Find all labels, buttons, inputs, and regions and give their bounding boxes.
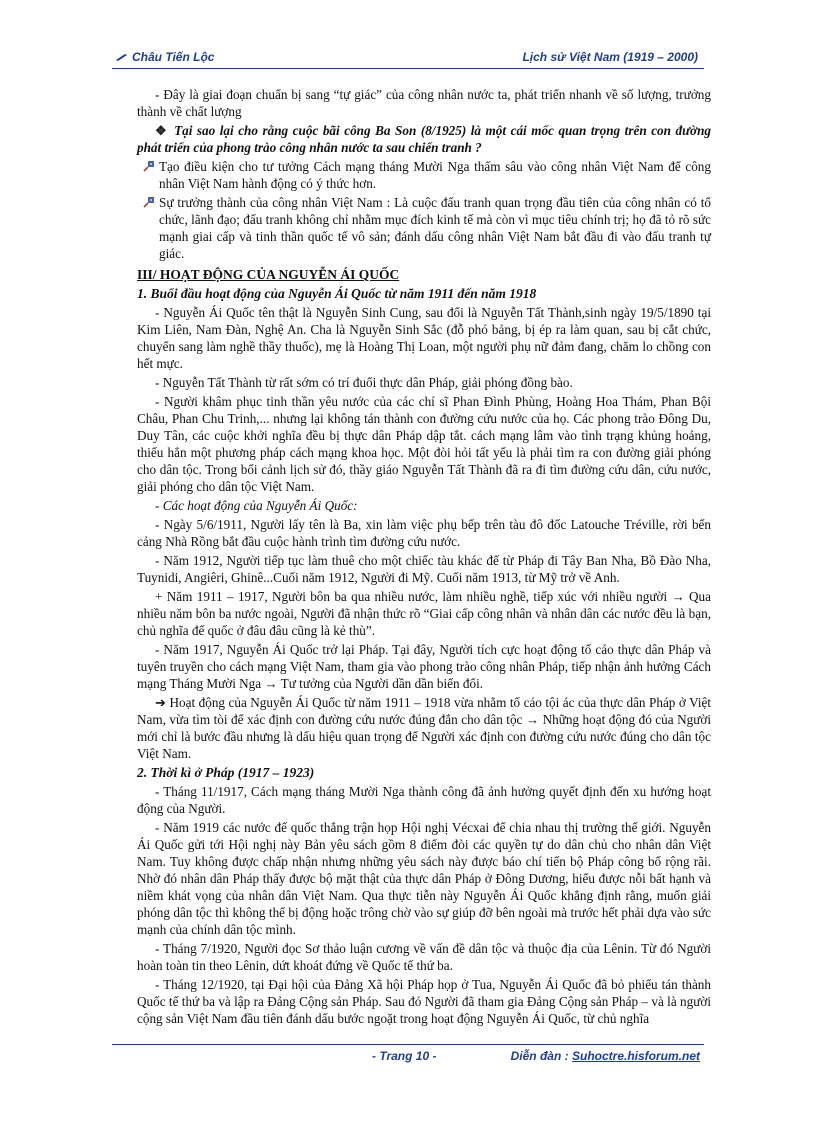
body-paragraph: - Năm 1919 các nước đế quốc thắng trận họp Hội nghị Vécxai để chia nhau thị trường thế giới. Nguyễn Ái Quốc gửi tới Hội nghị này Bản yêu sách gồm 8 điểm đòi các quyền tự do dân chủ cho nhân dân Việt Nam. Tuy không được chấp nhận nhưng những yêu sách này được báo chí tiến bộ Pháp công bố rộng rãi. Nhờ đó nhân dân Pháp thấy được bộ mặt thật của thực dân Pháp ở Đông Dương, hiểu được nỗi bất hạnh và niềm khát vọng của nhân dân Việt Nam. Qua thực tiễn này Nguyễn Ái Quốc khẳng định rằng, muốn giải phóng dân tộc thì không thể bị động hoặc trông chờ vào sự giúp đỡ bên ngoài mà trước hết phải dựa vào sức mạnh của chính dân tộc mình. xyxy=(137,820,711,937)
body-paragraph: - Năm 1912, Người tiếp tục làm thuê cho một chiếc tàu khác để từ Pháp đi Tây Ban Nha, Bồ Đào Nha, Tuynidi, Angiêri, Ghinê...Cuối năm 1912, Người đi Mỹ. Cuối năm 1913, từ Mỹ trở về Anh. xyxy=(137,553,711,585)
page-content xyxy=(137,86,711,1029)
pen-icon xyxy=(116,53,128,61)
author-name: Châu Tiến Lộc xyxy=(132,50,215,64)
diamond-bullet-icon: ❖ xyxy=(155,123,169,138)
body-paragraph: - Ngày 5/6/1911, Người lấy tên là Ba, xin làm việc phụ bếp trên tàu đô đốc Latouche Tréville, rời bến cảng Nhà Rồng bắt đầu cuộc hành trình tìm đường cứu nước. xyxy=(137,517,711,549)
page-number: - Trang 10 - xyxy=(372,1049,437,1063)
pin-bullet-icon xyxy=(143,196,155,208)
header-book-title: Lịch sử Việt Nam (1919 – 2000) xyxy=(522,50,698,64)
activities-label: - Các hoạt động của Nguyễn Ái Quốc: xyxy=(155,498,358,513)
body-paragraph: - Nguyễn Tất Thành từ rất sớm có trí đuổi thực dân Pháp, giải phóng đồng bào. xyxy=(155,375,573,390)
bullet-item xyxy=(137,194,711,262)
body-paragraph: - Nguyễn Ái Quốc tên thật là Nguyễn Sinh Cung, sau đổi là Nguyễn Tất Thành,sinh ngày 19/5/1890 tại Kim Liên, Nam Đàn, Nghệ An. Cha là Nguyễn Sinh Sắc (đỗ phó bảng, bị ép ra làm quan, sau bị cắt chức, chuyển sang làm nghề thầy thuốc), mẹ là Hoàng Thị Loan, một người phụ nữ đảm đang, chăm lo chồng con hết mực. xyxy=(137,305,711,371)
page-footer xyxy=(112,1044,704,1061)
subsection-title: 2. Thời kì ở Pháp (1917 – 1923) xyxy=(137,765,315,780)
pin-bullet-icon xyxy=(143,160,155,172)
bullet-item xyxy=(137,158,711,192)
bullet-text: Tạo điều kiện cho tư tưởng Cách mạng tháng Mười Nga thấm sâu vào công nhân Việt Nam để công nhân Việt Nam hành động có ý thức hơn. xyxy=(159,159,711,191)
section-title: III/ HOẠT ĐỘNG CỦA NGUYỄN ÁI QUỐC xyxy=(137,267,400,282)
subsection-title: 1. Buổi đầu hoạt động của Nguyễn Ái Quốc từ năm 1911 đến năm 1918 xyxy=(137,286,537,301)
body-paragraph: - Tháng 12/1920, tại Đại hội của Đảng Xã hội Pháp họp ở Tua, Nguyễn Ái Quốc đã bỏ phiếu tán thành Quốc tế thứ ba và lập ra Đảng Cộng sản Pháp. Sau đó Người đã tham gia Đảng Cộng sản Pháp – và là người cộng sản Việt Nam đầu tiên đánh dấu bước ngoặt trong hoạt động Nguyễn Ái Quốc, từ chủ nghĩa xyxy=(137,977,711,1026)
header-author xyxy=(116,50,214,64)
bullet-text: Sự trưởng thành của công nhân Việt Nam : Là cuộc đấu tranh quan trọng đầu tiên của công nhân có tổ chức, lãnh đạo; đấu tranh không chỉ nhằm mục đích kinh tế mà còn vì mục tiêu chính trị; họ đã tỏ rõ sức mạnh giai cấp và tinh thần quốc tế vô sản; đánh dấu công nhân Việt Nam bắt đầu đi vào đấu tranh tự giác. xyxy=(159,195,711,261)
body-paragraph: - Tháng 7/1920, Người đọc Sơ thảo luận cương về vấn đề dân tộc và thuộc địa của Lênin. Từ đó Người hoàn toàn tin theo Lênin, dứt khoát đứng về Quốc tế thứ ba. xyxy=(137,941,711,973)
forum-credit xyxy=(511,1049,700,1063)
body-paragraph: + Năm 1911 – 1917, Người bôn ba qua nhiều nước, làm nhiều nghề, tiếp xúc với nhiều người → Qua nhiều năm bôn ba nước ngoài, Người đã nhận thức rõ “Giai cấp công nhân và nhân dân các nước đều là bạn, chủ nghĩa đế quốc ở đâu đâu cũng là kẻ thù”. xyxy=(137,589,711,638)
forum-link[interactable]: Suhoctre.hisforum.net xyxy=(571,1049,700,1063)
body-paragraph: - Tháng 11/1917, Cách mạng tháng Mười Nga thành công đã ảnh hưởng quyết định đến xu hướng hoạt động của Người. xyxy=(137,784,711,816)
page-header xyxy=(112,50,704,69)
forum-label: Diễn đàn : xyxy=(510,1049,569,1063)
intro-paragraph: - Đây là giai đoạn chuẩn bị sang “tự giác” của công nhân nước ta, phát triển nhanh về số lượng, trưởng thành về chất lượng xyxy=(137,87,711,119)
body-paragraph: - Người khâm phục tinh thần yêu nước của các chí sĩ Phan Đình Phùng, Hoàng Hoa Thám, Phan Bội Châu, Phan Chu Trinh,... nhưng lại không tán thành con đường cứu nước của họ. Các phong trào Đông Du, Duy Tân, các cuộc khởi nghĩa đều bị thực dân Pháp dập tắt. cách mạng lâm vào tình trạng khủng hoảng, thiếu hẳn một phương pháp cách mạng khoa học. Một đòi hỏi tất yếu là phải tìm ra con đường giải phóng cho dân tộc. Trong bối cảnh lịch sử đó, thầy giáo Nguyễn Tất Thành đã ra đi tìm đường cứu dân, cứu nước, giải phóng cho dân tộc Việt Nam. xyxy=(137,394,711,494)
question-text: Tại sao lại cho rằng cuộc bãi công Ba Son (8/1925) là một cái mốc quan trọng trên con đường phát triển của phong trào công nhân nước ta sau chiến tranh ? xyxy=(137,123,711,155)
body-paragraph: - Năm 1917, Nguyễn Ái Quốc trở lại Pháp. Tại đây, Người tích cực hoạt động tố cáo thực dân Pháp và tuyên truyền cho cách mạng Việt Nam, tham gia vào phong trào công nhân Pháp, tiếp nhận ảnh hưởng Cách mạng Tháng Mười Nga → Tư tưởng của Người dần dần biến đổi. xyxy=(137,642,711,691)
question-heading xyxy=(137,122,711,156)
conclusion-paragraph: ➔ Hoạt động của Nguyễn Ái Quốc từ năm 1911 – 1918 vừa nhằm tố cáo tội ác của thực dân Pháp ở Việt Nam, vừa tìm tòi để xác định con đường cứu nước đúng đắn cho dân tộc → Những hoạt động đó của Người mới chỉ là bước đầu nhưng là dấu hiệu quan trọng để Người xác định con đường cứu nước đúng cho dân tộc Việt Nam. xyxy=(137,695,711,761)
